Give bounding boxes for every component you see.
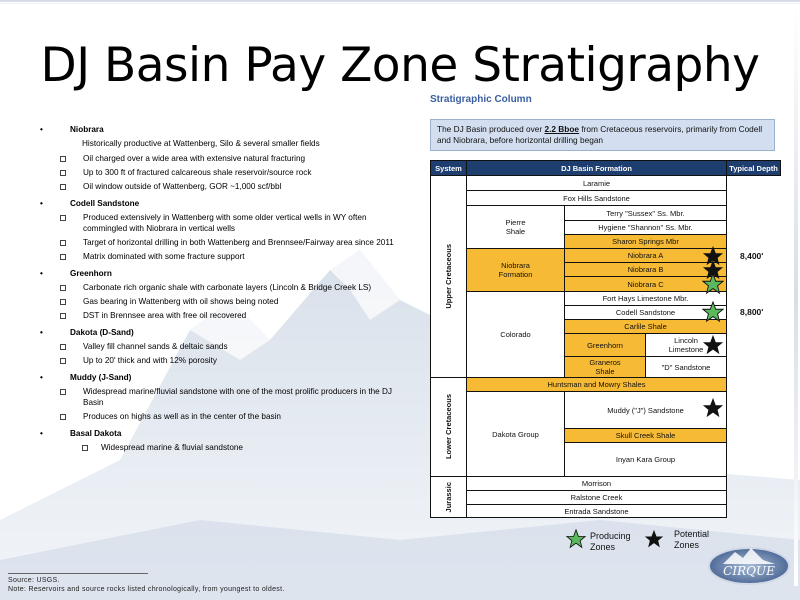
unit-skull-creek: Skull Creek Shale xyxy=(564,428,727,443)
group-pierre-shale: Pierre Shale xyxy=(466,205,565,249)
potential-star-icon xyxy=(702,397,724,419)
unit-fort-hays: Fort Hays Limestone Mbr. xyxy=(564,291,727,306)
bullet-list xyxy=(30,124,410,459)
bullet-dot-icon: • xyxy=(40,373,43,382)
bullet-item: Target of horizontal drilling in both Wattenberg and Brennsee/Fairway area since 2011 xyxy=(30,237,410,248)
bullet-text: Historically productive at Wattenberg, Silo & several smaller fields xyxy=(82,139,320,148)
bullet-section xyxy=(30,327,410,366)
top-rule xyxy=(0,0,800,6)
bullet-item: Widespread marine/fluvial sandstone with one of the most prolific producers in the DJ Basin xyxy=(30,386,410,408)
group-greenhorn: Greenhorn xyxy=(564,333,646,357)
unit-inyan-kara: Inyan Kara Group xyxy=(564,442,727,477)
square-bullet-icon xyxy=(60,254,66,260)
square-bullet-icon xyxy=(60,170,66,176)
bullet-section xyxy=(30,372,410,422)
bullet-item: Produced extensively in Wattenberg with some older vertical wells in WY often commingled with Niobrara in vertical wells xyxy=(30,212,410,234)
potential-star-icon xyxy=(702,334,724,356)
square-bullet-icon xyxy=(60,344,66,350)
bullet-section xyxy=(30,268,410,321)
unit-codell: Codell Sandstone xyxy=(564,305,727,320)
unit-graneros: Graneros Shale xyxy=(564,356,646,378)
square-bullet-icon xyxy=(60,285,66,291)
unit-laramie: Laramie xyxy=(466,175,727,191)
system-upper-cretaceous: Upper Cretaceous xyxy=(430,175,467,378)
note-line: Note: Reservoirs and source rocks listed chronologically, from youngest to oldest. xyxy=(8,586,285,593)
bullet-section xyxy=(30,428,410,453)
depth-label-2: 8,800' xyxy=(740,307,764,317)
depth-label-1: 8,400' xyxy=(740,251,764,261)
bullet-item: Matrix dominated with some fracture support xyxy=(30,251,410,262)
callout-highlight: 2.2 Bboe xyxy=(544,124,580,134)
unit-ralstone-creek: Ralstone Creek xyxy=(466,490,727,505)
bullet-item: Valley fill channel sands & deltaic sands xyxy=(30,341,410,352)
unit-d-sandstone: "D" Sandstone xyxy=(645,356,727,378)
callout-pre: The DJ Basin produced over xyxy=(437,124,545,134)
bullet-item: Carbonate rich organic shale with carbonate layers (Lincoln & Bridge Creek LS) xyxy=(30,282,410,293)
legend-potential: Potential Zones xyxy=(674,529,710,550)
callout-box xyxy=(430,119,775,151)
square-bullet-icon xyxy=(60,414,66,420)
square-bullet-icon xyxy=(60,389,66,395)
square-bullet-icon xyxy=(60,299,66,305)
unit-sharon-springs: Sharon Springs Mbr xyxy=(564,234,727,249)
bullet-item: DST in Brennsee area with free oil recovered xyxy=(30,310,410,321)
group-niobrara: Niobrara Formation xyxy=(466,248,565,292)
callout-post: from Cretaceous reservoirs, primarily from Codell and Niobrara, before horizontal drilling began xyxy=(437,124,763,145)
source-note xyxy=(8,576,285,594)
cirque-logo xyxy=(705,540,793,588)
bullet-item: Gas bearing in Wattenberg with oil shows being noted xyxy=(30,296,410,307)
bullet-dot-icon: • xyxy=(40,125,43,134)
bullet-dot-icon: • xyxy=(40,199,43,208)
bullet-item: Widespread marine & fluvial sandstone xyxy=(30,442,410,453)
source-line: Source: USGS. xyxy=(8,577,60,584)
logo-text: CIRQUE xyxy=(723,564,775,578)
producing-star-icon xyxy=(566,529,586,549)
bullet-section-title: • Basal Dakota xyxy=(40,429,122,438)
unit-fox-hills: Fox Hills Sandstone xyxy=(466,190,727,206)
square-bullet-icon xyxy=(60,240,66,246)
system-jurassic: Jurassic xyxy=(430,476,467,518)
square-bullet-icon xyxy=(60,156,66,162)
bullet-section-title: • Codell Sandstone xyxy=(40,199,140,208)
legend-producing: Producing Zones xyxy=(590,531,631,552)
producing-star-icon xyxy=(702,301,724,323)
unit-sussex: Terry "Sussex" Ss. Mbr. xyxy=(564,205,727,221)
edge-rule xyxy=(794,6,798,586)
header-depth: Typical Depth xyxy=(726,160,781,176)
header-system: System xyxy=(430,160,467,176)
bullet-section-title: • Muddy (J-Sand) xyxy=(40,373,132,382)
square-bullet-icon xyxy=(60,358,66,364)
bullet-section-title: • Greenhorn xyxy=(40,269,112,278)
bullet-section-title: • Niobrara xyxy=(40,125,104,134)
potential-star-icon xyxy=(644,529,664,549)
header-formation: DJ Basin Formation xyxy=(466,160,727,176)
square-bullet-icon xyxy=(82,445,88,451)
unit-niobrara-b: Niobrara B xyxy=(564,262,727,277)
bullet-item: Oil window outside of Wattenberg, GOR ~1,000 scf/bbl xyxy=(30,181,410,192)
bullet-dot-icon: • xyxy=(40,328,43,337)
square-bullet-icon xyxy=(60,184,66,190)
unit-morrison: Morrison xyxy=(466,476,727,491)
unit-niobrara-a: Niobrara A xyxy=(564,248,727,263)
strat-column-label: Stratigraphic Column xyxy=(430,94,532,105)
bullet-item: Up to 20' thick and with 12% porosity xyxy=(30,355,410,366)
bullet-section xyxy=(30,124,410,192)
unit-shannon: Hygiene "Shannon" Ss. Mbr. xyxy=(564,220,727,235)
page-title: DJ Basin Pay Zone Stratigraphy xyxy=(40,38,760,93)
system-lower-cretaceous: Lower Cretaceous xyxy=(430,377,467,477)
bullet-dot-icon: • xyxy=(40,269,43,278)
bullet-item: Oil charged over a wide area with extensive natural fracturing xyxy=(30,153,410,164)
unit-carlile: Carlile Shale xyxy=(564,319,727,334)
unit-entrada: Entrada Sandstone xyxy=(466,504,727,518)
bullet-section xyxy=(30,198,410,262)
producing-star-icon xyxy=(702,273,724,295)
bullet-dot-icon: • xyxy=(40,429,43,438)
footnote-rule xyxy=(8,573,148,574)
square-bullet-icon xyxy=(60,313,66,319)
bullet-section-title: • Dakota (D-Sand) xyxy=(40,328,134,337)
stratigraphic-column xyxy=(430,160,781,518)
group-colorado: Colorado xyxy=(466,291,565,378)
unit-lincoln: Lincoln Limestone xyxy=(645,333,727,357)
unit-niobrara-c: Niobrara C xyxy=(564,276,727,292)
unit-muddy: Muddy ("J") Sandstone xyxy=(564,391,727,429)
group-dakota: Dakota Group xyxy=(466,391,565,477)
square-bullet-icon xyxy=(60,215,66,221)
bullet-item: Produces on highs as well as in the center of the basin xyxy=(30,411,410,422)
unit-huntsman-mowry: Huntsman and Mowry Shales xyxy=(466,377,727,392)
bullet-item: Up to 300 ft of fractured calcareous shale reservoir/source rock xyxy=(30,167,410,178)
